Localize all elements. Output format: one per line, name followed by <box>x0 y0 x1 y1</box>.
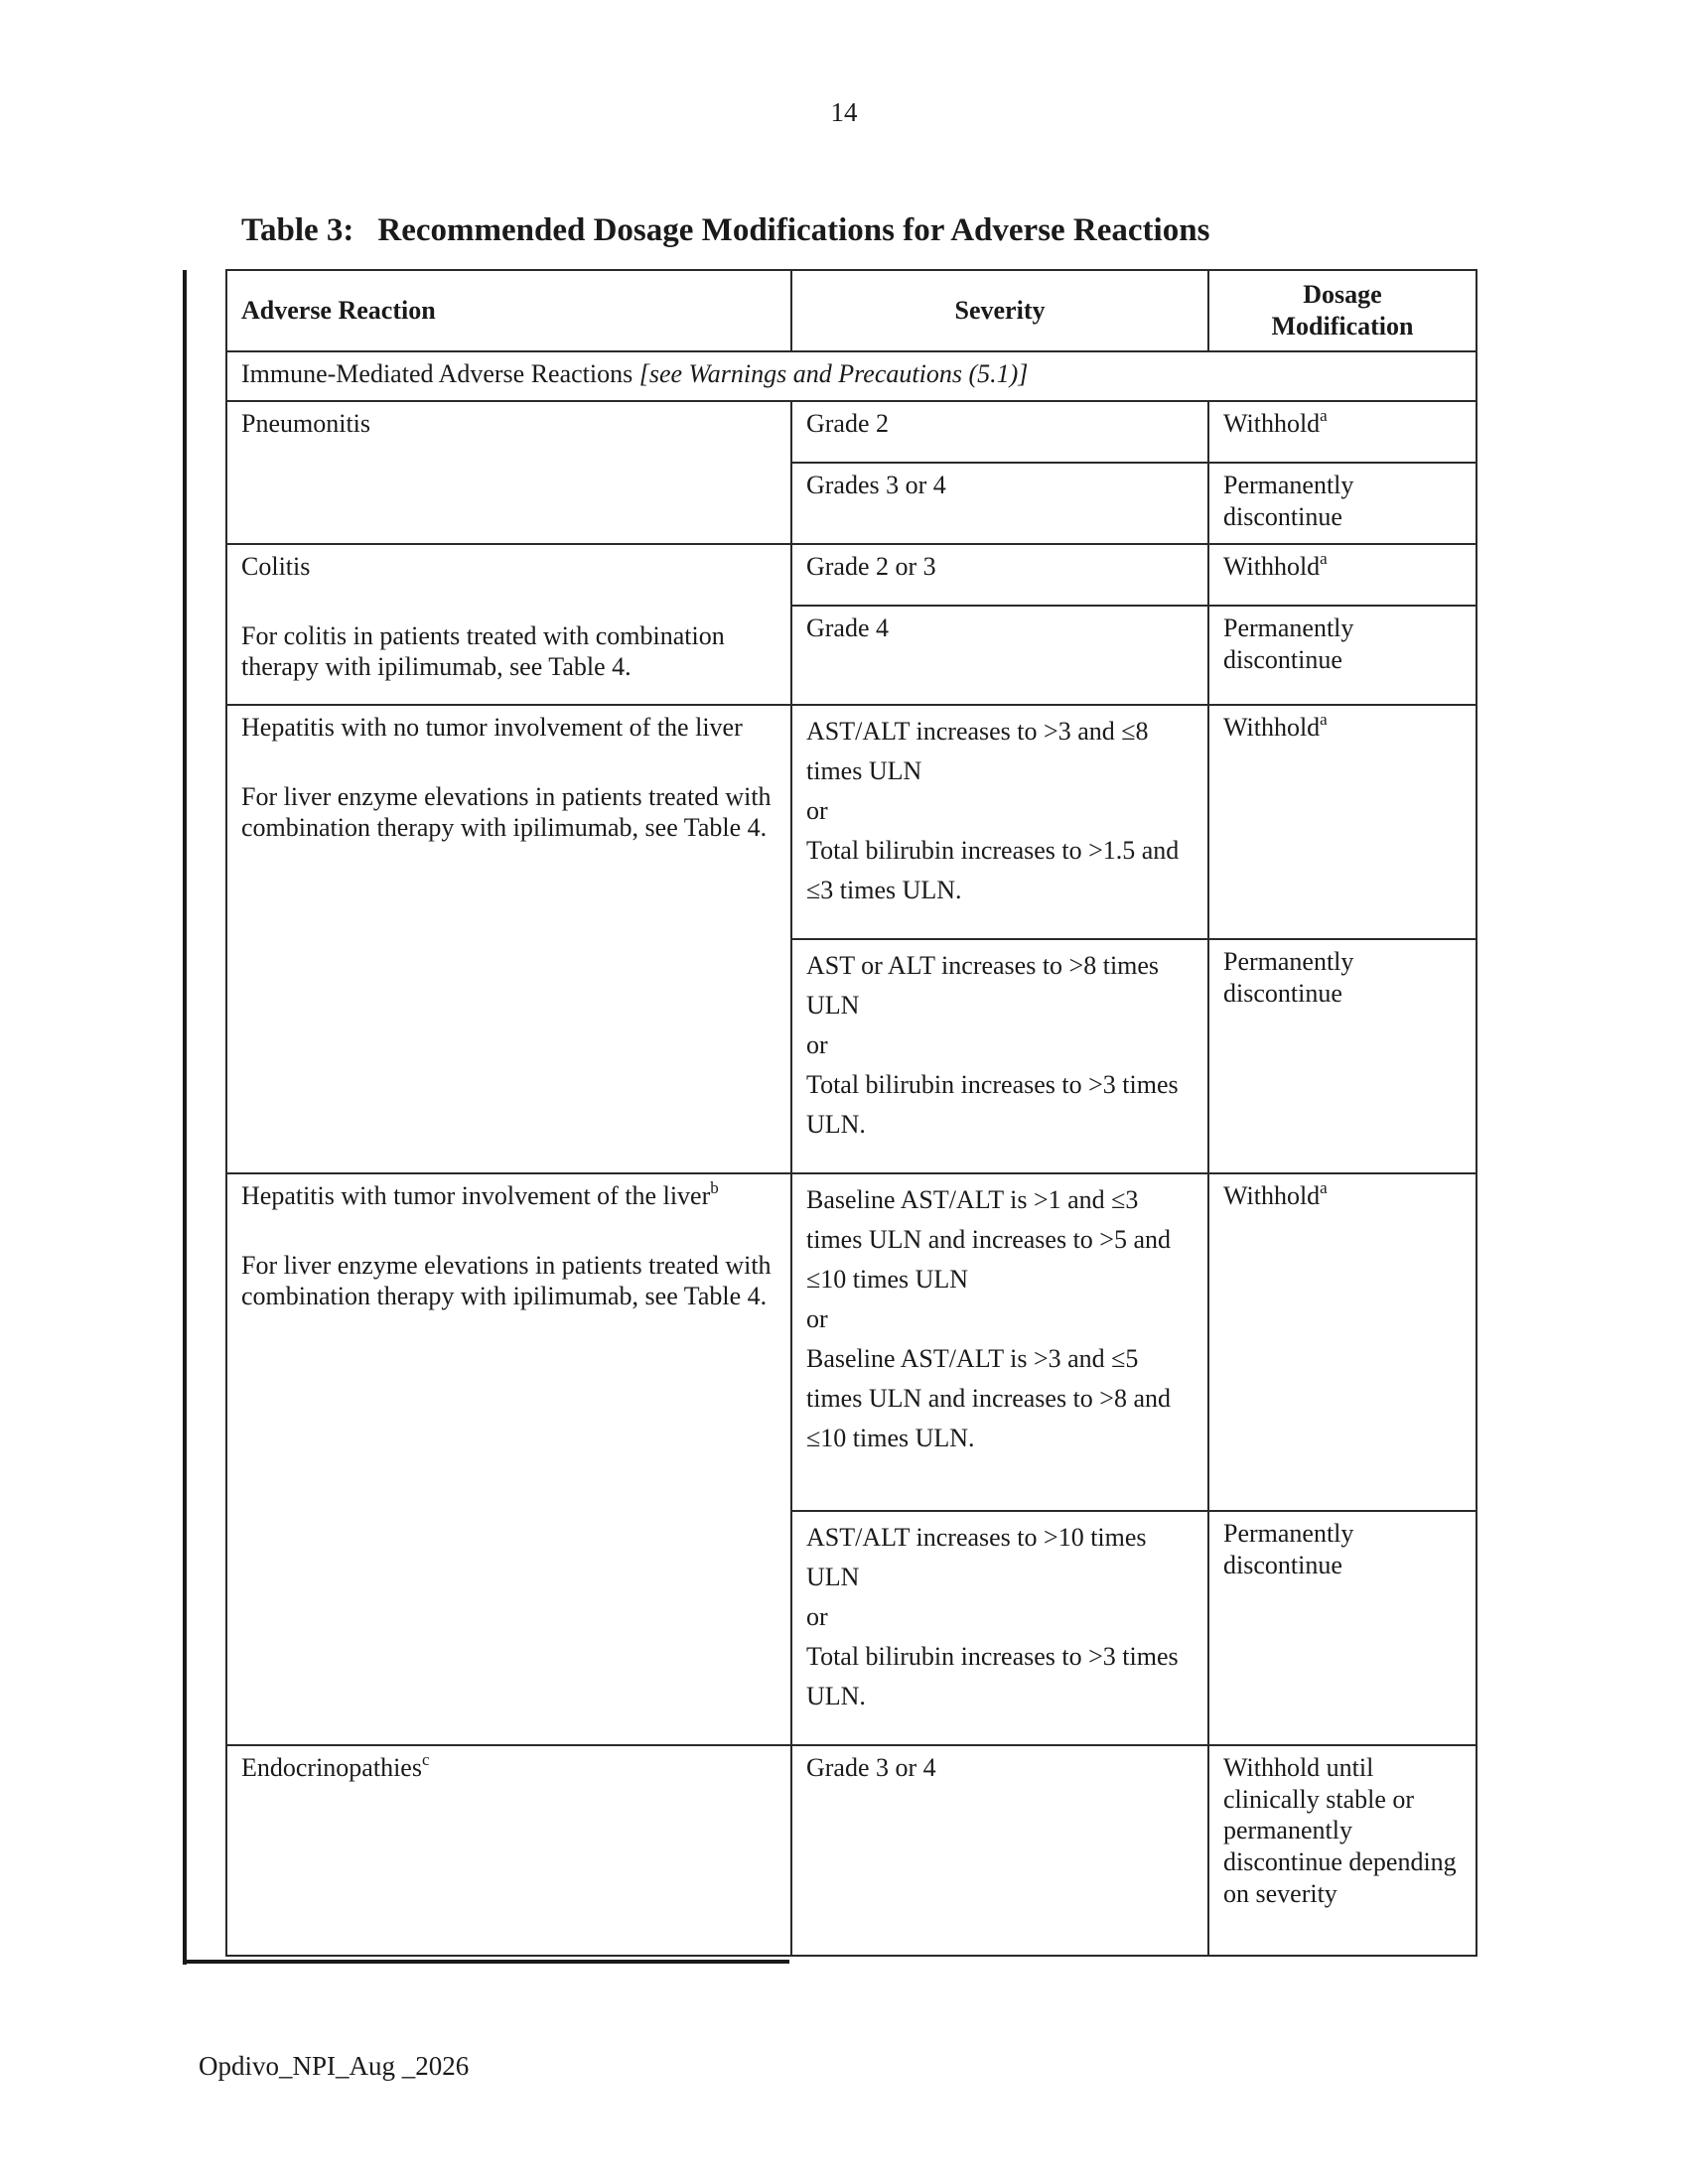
header-severity: Severity <box>791 270 1208 351</box>
cell-modification <box>1208 705 1477 939</box>
cell-modification <box>1208 401 1477 463</box>
severity-text: Total bilirubin increases to >3 times ULN. <box>806 1642 1179 1710</box>
footnote-marker: a <box>1320 549 1328 568</box>
cell-reaction-endocrinopathies <box>226 1745 791 1956</box>
reaction-name-line <box>241 1180 776 1212</box>
cell-modification: Withhold until clinically stable or permanently discontinue depending on severity <box>1208 1745 1477 1956</box>
revision-bottom-rule <box>183 1960 789 1964</box>
cell-severity: Grade 4 <box>791 606 1208 705</box>
cell-modification: Permanently discontinue <box>1208 939 1477 1173</box>
cell-modification <box>1208 1173 1477 1511</box>
table-row-pneumonitis-1 <box>226 401 1477 463</box>
severity-or: or <box>806 1602 828 1631</box>
section-title: Immune-Mediated Adverse Reactions <box>241 359 639 388</box>
cell-modification <box>1208 544 1477 606</box>
table-row-hepatitis-no-tumor-1 <box>226 705 1477 939</box>
cell-severity <box>791 1173 1208 1511</box>
document-footer: Opdivo_NPI_Aug _2026 <box>199 2051 470 2081</box>
table-row-hepatitis-tumor-1 <box>226 1173 1477 1511</box>
section-heading <box>226 351 1477 401</box>
dosage-modifications-table <box>225 269 1477 1957</box>
reaction-note: For liver enzyme elevations in patients treated with combination therapy with ipilimumab, see Table 4. <box>241 1250 772 1311</box>
severity-text: AST or ALT increases to >8 times ULN <box>806 951 1160 1020</box>
severity-text: Total bilirubin increases to >3 times ULN. <box>806 1070 1179 1139</box>
cell-reaction-hepatitis-tumor <box>226 1173 791 1745</box>
footnote-marker: c <box>421 1750 430 1769</box>
severity-text: AST/ALT increases to >3 and ≤8 times ULN <box>806 717 1149 785</box>
header-dosage-modification <box>1208 270 1477 351</box>
severity-text: Baseline AST/ALT is >1 and ≤3 <box>806 1185 1139 1214</box>
severity-text: Baseline AST/ALT is >3 and ≤5 <box>806 1344 1139 1373</box>
footnote-marker: a <box>1320 1178 1328 1197</box>
severity-text: times ULN and increases to >5 and ≤10 times ULN <box>806 1225 1172 1294</box>
header-dosage-line2: Modification <box>1271 312 1414 341</box>
cell-severity: Grade 2 or 3 <box>791 544 1208 606</box>
table-title-text: Recommended Dosage Modifications for Adverse Reactions <box>377 212 1210 248</box>
severity-text: times ULN and increases to >8 and ≤10 times ULN. <box>806 1384 1172 1452</box>
header-dosage-line1: Dosage <box>1303 280 1382 310</box>
cell-severity <box>791 705 1208 939</box>
cell-reaction-pneumonitis: Pneumonitis <box>226 401 791 544</box>
reaction-name: Hepatitis with tumor involvement of the liver <box>241 1181 711 1210</box>
footnote-marker: a <box>1320 406 1328 425</box>
severity-or: or <box>806 1304 828 1333</box>
section-reference: [see Warnings and Precautions (5.1)] <box>638 359 1029 388</box>
cell-severity <box>791 939 1208 1173</box>
cell-modification: Permanently discontinue <box>1208 463 1477 544</box>
modification-text: Withhold <box>1223 409 1321 438</box>
reaction-name: Hepatitis with no tumor involvement of the liver <box>241 713 743 742</box>
severity-text: Total bilirubin increases to >1.5 and ≤3 times ULN. <box>806 836 1180 904</box>
header-adverse-reaction: Adverse Reaction <box>226 270 791 351</box>
table-header-row <box>226 270 1477 351</box>
footnote-marker: a <box>1320 710 1328 729</box>
severity-or: or <box>806 796 828 825</box>
cell-severity: Grade 3 or 4 <box>791 1745 1208 1956</box>
reaction-name: Colitis <box>241 552 311 581</box>
modification-text: Withhold <box>1223 1181 1321 1210</box>
section-row <box>226 351 1477 401</box>
cell-modification: Permanently discontinue <box>1208 1511 1477 1745</box>
cell-modification: Permanently discontinue <box>1208 606 1477 705</box>
revision-change-bar <box>183 270 187 1965</box>
table-row-colitis-1 <box>226 544 1477 606</box>
page-number: 14 <box>830 97 858 127</box>
modification-text: Withhold <box>1223 552 1321 581</box>
reaction-note: For liver enzyme elevations in patients treated with combination therapy with ipilimumab, see Table 4. <box>241 781 772 843</box>
cell-reaction-colitis <box>226 544 791 705</box>
severity-or: or <box>806 1030 828 1059</box>
cell-reaction-hepatitis-no-tumor <box>226 705 791 1173</box>
table-title-label: Table 3: <box>241 212 354 248</box>
cell-severity <box>791 1511 1208 1745</box>
severity-text: AST/ALT increases to >10 times ULN <box>806 1523 1147 1591</box>
reaction-note: For colitis in patients treated with combination therapy with ipilimumab, see Table 4. <box>241 620 725 682</box>
table-row-endocrinopathies <box>226 1745 1477 1956</box>
cell-severity: Grade 2 <box>791 401 1208 463</box>
table-title <box>241 212 1209 249</box>
footnote-marker: b <box>710 1178 719 1197</box>
cell-severity: Grades 3 or 4 <box>791 463 1208 544</box>
modification-text: Withhold <box>1223 713 1321 742</box>
reaction-name: Endocrinopathies <box>241 1753 422 1782</box>
